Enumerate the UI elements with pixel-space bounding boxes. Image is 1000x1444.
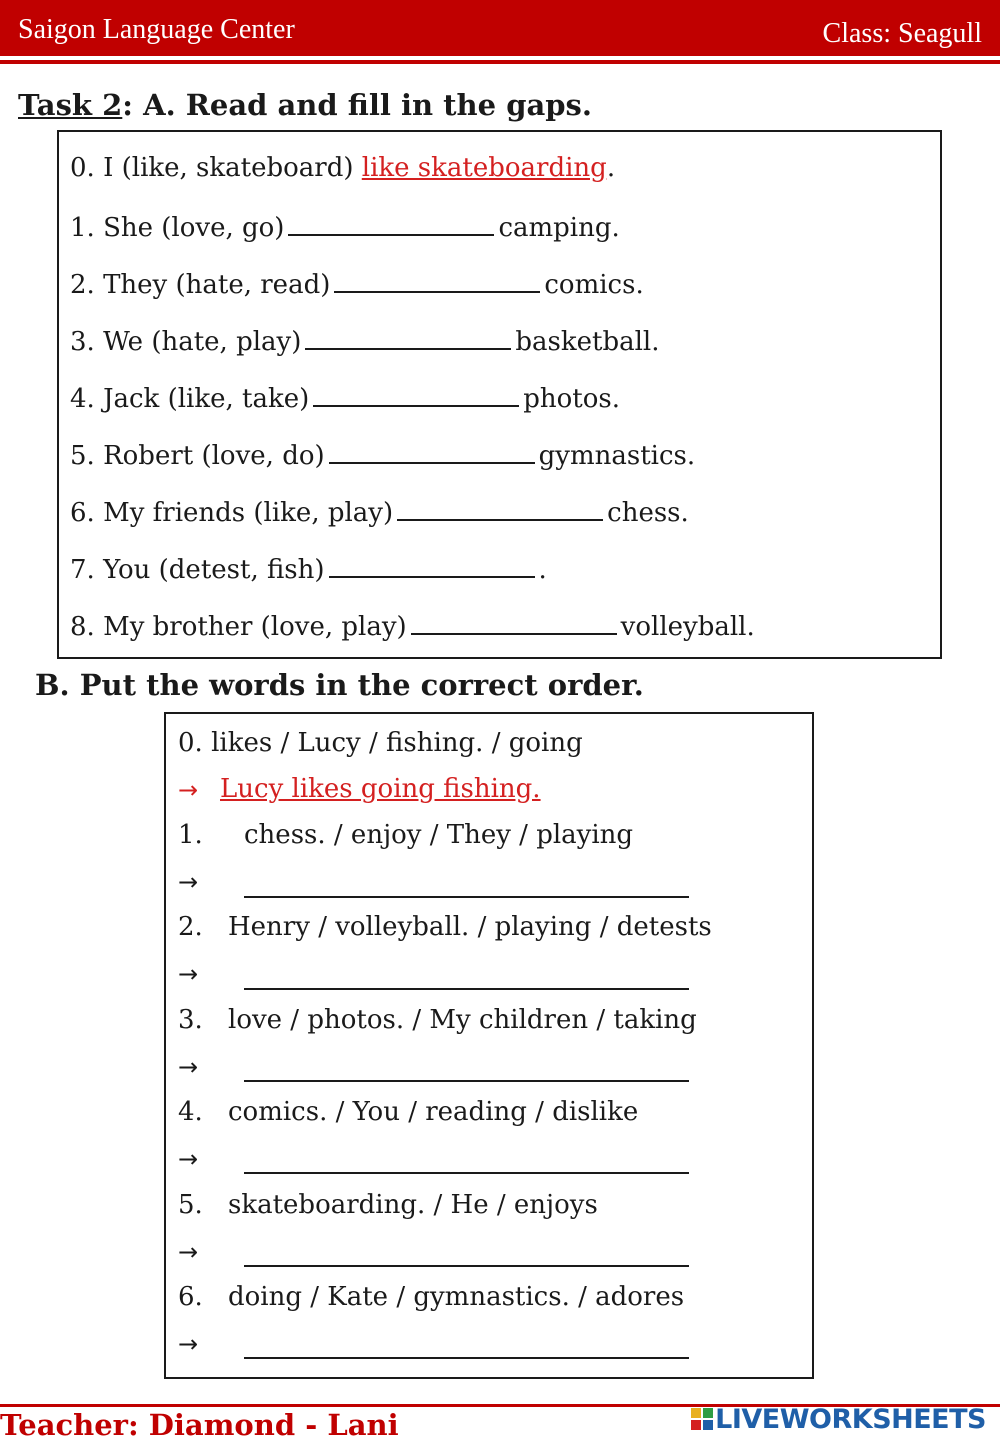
part-b-item-5-words: skateboarding. / He / enjoys	[228, 1190, 598, 1220]
answer-blank-1[interactable]	[288, 210, 494, 236]
part-b-item-6-words: doing / Kate / gymnastics. / adores	[228, 1282, 685, 1312]
part-b-title: B. Put the words in the correct order.	[35, 668, 644, 702]
part-a-item-8: 8. My brother (love, play) volleyball.	[70, 609, 755, 642]
answer-line-6[interactable]	[244, 1355, 689, 1359]
arrow-icon: →	[178, 1330, 199, 1358]
part-a-item-4: 4. Jack (like, take) photos.	[70, 381, 620, 414]
class-label: Class: Seagull	[822, 18, 982, 49]
part-b-item-4-num: 4.	[178, 1097, 203, 1127]
answer-blank-2[interactable]	[334, 267, 540, 293]
part-a-example: 0. I (like, skateboard) like skateboarding.	[70, 153, 616, 183]
answer-line-3[interactable]	[244, 1078, 689, 1082]
part-a-item-6: 6. My friends (like, play) chess.	[70, 495, 689, 528]
answer-blank-6[interactable]	[397, 495, 603, 521]
part-b-item-3-num: 3.	[178, 1005, 203, 1035]
part-b-item-5-num: 5.	[178, 1190, 203, 1220]
arrow-icon: →	[178, 960, 199, 988]
task-title	[18, 88, 592, 122]
teacher-name: Teacher: Diamond - Lani	[0, 1408, 399, 1442]
arrow-icon: →	[178, 1053, 199, 1081]
answer-blank-7[interactable]	[329, 552, 535, 578]
arrow-icon: →	[178, 1145, 199, 1173]
part-b-example-answer: Lucy likes going fishing.	[220, 774, 541, 804]
answer-blank-4[interactable]	[313, 381, 519, 407]
task-number: Task 2	[18, 88, 123, 122]
answer-blank-5[interactable]	[329, 438, 535, 464]
arrow-icon: →	[178, 1238, 199, 1266]
part-a-item-2: 2. They (hate, read) comics.	[70, 267, 644, 300]
part-b-item-1-words: chess. / enjoy / They / playing	[244, 820, 634, 850]
liveworksheets-logo: LIVEWORKSHEETS	[691, 1404, 986, 1435]
part-b-box	[164, 712, 814, 1379]
answer-blank-8[interactable]	[411, 609, 617, 635]
header-divider	[0, 60, 1000, 64]
part-b-example-words: 0. likes / Lucy / fishing. / going	[178, 728, 583, 758]
part-b-item-2-words: Henry / volleyball. / playing / detests	[228, 912, 712, 942]
header-bar	[0, 0, 1000, 56]
answer-line-1[interactable]	[244, 894, 689, 898]
part-b-item-2-num: 2.	[178, 912, 203, 942]
liveworksheets-logo-icon	[691, 1408, 713, 1430]
part-b-item-6-num: 6.	[178, 1282, 203, 1312]
arrow-icon: →	[178, 776, 199, 804]
answer-line-4[interactable]	[244, 1170, 689, 1174]
answer-line-5[interactable]	[244, 1263, 689, 1267]
answer-blank-3[interactable]	[305, 324, 511, 350]
example-answer: like skateboarding	[361, 153, 607, 183]
part-a-title: : A. Read and fill in the gaps.	[122, 88, 592, 122]
part-a-item-7: 7. You (detest, fish) .	[70, 552, 547, 585]
answer-line-2[interactable]	[244, 986, 689, 990]
part-a-item-5: 5. Robert (love, do) gymnastics.	[70, 438, 695, 471]
part-b-item-3-words: love / photos. / My children / taking	[228, 1005, 697, 1035]
center-name: Saigon Language Center	[18, 14, 295, 45]
part-a-item-3: 3. We (hate, play) basketball.	[70, 324, 660, 357]
part-b-item-1-num: 1.	[178, 820, 203, 850]
part-b-item-4-words: comics. / You / reading / dislike	[228, 1097, 639, 1127]
part-a-item-1: 1. She (love, go) camping.	[70, 210, 620, 243]
arrow-icon: →	[178, 868, 199, 896]
